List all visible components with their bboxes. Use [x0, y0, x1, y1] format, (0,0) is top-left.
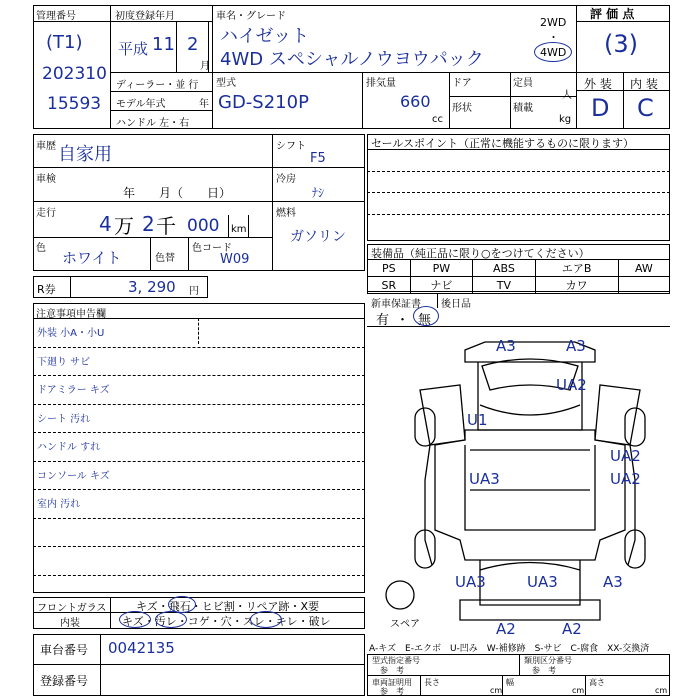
mileage-c: 000	[187, 216, 220, 236]
shape-label: 形状	[452, 103, 472, 114]
cab-top-outline	[478, 362, 582, 430]
door-label: ドア	[452, 78, 472, 89]
mgmt-num2: 15593	[47, 94, 102, 114]
damage-mark-ua3-left: UA3	[469, 470, 500, 488]
drive-2wd: 2WD	[540, 16, 567, 29]
interior-items: キズ・汚レ・コゲ・穴・スレ・キレ・破レ	[122, 615, 331, 628]
recolor-label: 色替	[155, 253, 175, 264]
type-value: GD-S210P	[218, 92, 309, 113]
width-label: 幅	[506, 678, 514, 687]
shift-value: F5	[310, 151, 326, 166]
interior-stain-circle	[155, 611, 187, 628]
interior-label: 内装	[60, 618, 80, 629]
rken-frame	[33, 276, 208, 298]
interior-rub-circle	[250, 611, 282, 628]
load-label: 積載	[513, 103, 533, 114]
glass-items: キズ・飛石・ヒビ割・リペア跡・X要	[136, 600, 320, 613]
notes-row-line	[33, 518, 365, 519]
shaken-label: 車検	[36, 174, 56, 185]
mileage-label: 走行	[36, 208, 56, 219]
damage-mark-a3-rear: A3	[603, 573, 623, 591]
warranty-no[interactable]: 無	[418, 313, 432, 328]
rken-unit: 円	[189, 286, 199, 297]
damage-mark-ua3-rear: UA3	[527, 573, 558, 591]
color-code-label: 色コード	[192, 243, 232, 254]
warranty-no-circle	[413, 306, 439, 326]
equip-ps[interactable]: PS	[368, 260, 411, 277]
model-year-label: モデル年式	[116, 99, 166, 110]
damage-legend: A-キズ E-エクボ U-凹み W-補修跡 S-サビ C-腐食 XX-交換済	[369, 644, 650, 654]
equip-abs[interactable]: ABS	[473, 260, 535, 277]
class-designation-label: 類別区分番号	[524, 656, 572, 665]
damage-mark-a3-left: A3	[496, 337, 516, 355]
equip-tv[interactable]: TV	[473, 277, 535, 294]
int-score: C	[637, 94, 654, 122]
mgmt-code: (T1)	[46, 32, 83, 53]
note-item: 下廻り サビ	[37, 356, 91, 368]
notes-row-line	[33, 575, 365, 576]
notes-row-line	[33, 461, 365, 462]
note-item: ドアミラー キズ	[37, 385, 110, 396]
glass-label: フロントガラス	[37, 603, 107, 614]
damage-mark-ua3-rear-left: UA3	[455, 573, 486, 591]
warranty-yes[interactable]: 有	[376, 313, 390, 328]
type-label: 型式	[216, 78, 236, 89]
class-designation-ref: 参 考	[532, 666, 556, 675]
ext-label: 外 装	[584, 77, 612, 91]
damage-mark-ua2-right2: UA2	[610, 470, 641, 488]
fuel-label: 燃料	[276, 208, 296, 219]
mileage-a: 4	[99, 212, 112, 236]
spare-label: スペア	[390, 619, 420, 630]
warranty-dot: ・	[396, 313, 410, 328]
type-designation-label: 型式指定番号	[372, 656, 420, 665]
load-unit: kg	[559, 114, 572, 125]
reg-number-label: 登録番号	[40, 674, 89, 688]
color-label: 色	[36, 243, 46, 254]
notes-row-line	[33, 404, 365, 405]
shaken-format: 年 月（ 日）	[123, 186, 232, 200]
interior-scratch-circle	[119, 611, 151, 628]
rken-value: 3, 290	[128, 278, 176, 296]
equipment-label: 装備品（純正品に限り○をつけてください）	[371, 247, 590, 260]
history-value: 自家用	[58, 144, 112, 165]
shift-label: シフト	[276, 141, 306, 152]
model-year-unit: 年	[199, 99, 209, 110]
mileage-unit: km	[231, 224, 247, 235]
length-label: 長さ	[424, 678, 440, 687]
sales-label: セールスポイント（正常に機能するものに限ります）	[371, 137, 635, 150]
car-grade: 4WD スペシャルノウヨウパック	[220, 49, 484, 70]
disp-label: 排気量	[366, 78, 396, 89]
manual-label: 後日品	[441, 299, 471, 310]
damage-mark-a2-right: A2	[562, 620, 582, 638]
reg-month-unit: 月	[200, 61, 210, 72]
rken-label: R券	[37, 283, 56, 296]
color-code: W09	[220, 252, 250, 267]
ac-value: ﾅｼ	[312, 186, 325, 200]
type-designation-ref: 参 考	[380, 666, 404, 675]
notes-row-line	[33, 347, 365, 348]
mileage-b: 2	[142, 212, 155, 236]
reg-era: 平成	[118, 40, 149, 58]
equip-airbag[interactable]: エアB	[535, 260, 618, 277]
cert-label: 車両証明用	[372, 678, 412, 687]
spare-tire	[386, 581, 414, 609]
name-grade-label: 車名・グレード	[216, 11, 286, 22]
notes-row-line	[33, 489, 365, 490]
height-label: 高さ	[589, 678, 605, 687]
disp-value: 660	[400, 92, 431, 111]
cap-unit: 人	[562, 90, 572, 101]
color-value: ホワイト	[62, 249, 122, 267]
note-item: 室内 汚れ	[37, 499, 81, 510]
first-reg-label: 初度登録年月	[115, 11, 175, 22]
damage-mark-ua2-right1: UA2	[610, 447, 641, 465]
drive-dot: ・	[548, 31, 559, 44]
length-unit: cm	[490, 686, 503, 695]
damage-mark-a3-right: A3	[566, 337, 586, 355]
mileage-man: 万	[114, 214, 134, 238]
ext-score: D	[591, 94, 610, 122]
notes-row-line	[33, 432, 365, 433]
cert-ref: 参 考	[380, 687, 404, 696]
int-label: 内 装	[630, 77, 658, 91]
notes-row-line	[33, 546, 365, 547]
reg-month: 2	[187, 34, 199, 55]
eval-score: (3)	[604, 30, 638, 58]
notes-row-line	[33, 375, 365, 376]
note-item: シート 汚れ	[37, 413, 91, 425]
mgmt-label: 管理番号	[36, 11, 76, 22]
cap-label: 定員	[513, 78, 533, 89]
note-item: 外装 小A・小U	[37, 328, 105, 339]
notes-label: 注意事項申告欄	[36, 309, 106, 320]
left-side-outline	[420, 385, 465, 445]
mileage-sen: 千	[156, 214, 176, 238]
disp-unit: cc	[432, 114, 443, 125]
car-name: ハイゼット	[220, 26, 310, 47]
drive-4wd: 4WD	[540, 46, 567, 59]
equip-empty	[618, 277, 669, 294]
width-unit: cm	[572, 686, 585, 695]
equip-aw[interactable]: AW	[618, 260, 669, 277]
equip-navi[interactable]: ナビ	[410, 277, 473, 294]
mgmt-num1: 202310	[42, 64, 107, 84]
drive-4wd-circle	[534, 42, 572, 62]
note-item: コンソール キズ	[37, 470, 110, 482]
handle-label: ハンドル 左・右	[116, 118, 190, 129]
damage-mark-ua2-top: UA2	[556, 376, 587, 394]
equip-sr[interactable]: SR	[368, 277, 411, 294]
reg-year: 11	[152, 34, 175, 55]
fuel-value: ガソリン	[290, 229, 346, 245]
equip-pw[interactable]: PW	[410, 260, 473, 277]
equip-leather[interactable]: カワ	[535, 277, 618, 294]
equipment-table	[367, 259, 670, 294]
damage-mark-a2-left: A2	[496, 620, 516, 638]
height-unit: cm	[655, 686, 668, 695]
chassis-label: 車台番号	[40, 643, 89, 657]
warranty-label: 新車保証書	[371, 299, 421, 310]
ac-label: 冷房	[276, 174, 296, 185]
chassis-value: 0042135	[108, 639, 175, 657]
damage-mark-u1: U1	[467, 411, 488, 429]
eval-label: 評 価 点	[590, 7, 635, 21]
history-label: 車歴	[36, 141, 56, 152]
right-side-outline	[595, 385, 640, 445]
note-item: ハンドル すれ	[37, 442, 101, 453]
dealer-label: ディーラー・並 行	[116, 80, 199, 91]
